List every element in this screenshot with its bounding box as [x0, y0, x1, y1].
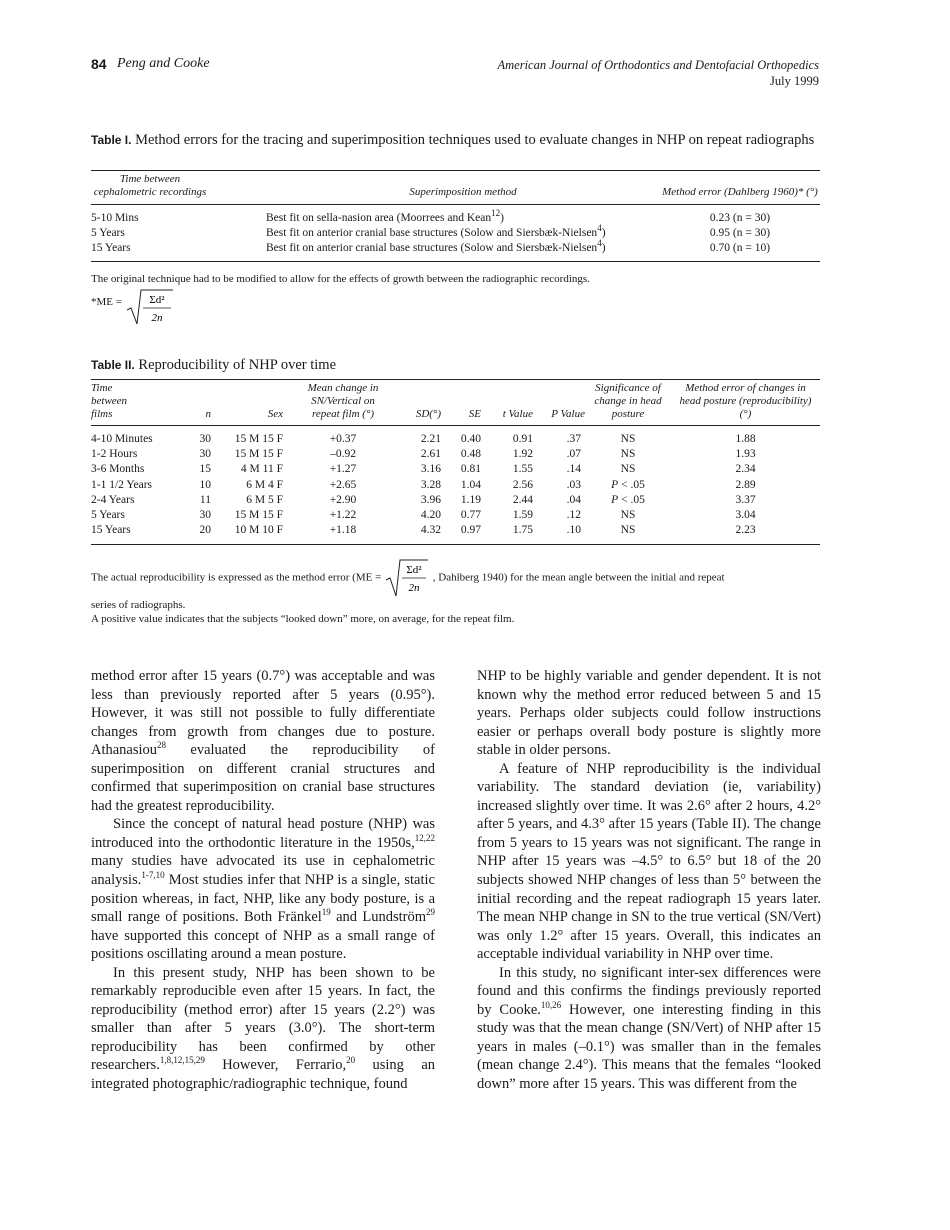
table2-cell-me: 1.88: [735, 433, 756, 445]
table2-cell-me: 2.89: [735, 478, 756, 491]
table1: [91, 170, 820, 262]
body-paragraph: method error after 15 years (0.7°) was acceptable and was less than previously reported after 5 years (0.95°). However, it was still not possible to fully differentiate changes from growth from changes due to posture. Athanasiou$^{28}$ evaluated the reproducibility of superimposition on different cranial structures and confirmed that superimposition on cranial base structures had the greatest reproducibility.: [91, 668, 435, 814]
radical-sign-icon: [125, 288, 175, 328]
table2-header-p: P Value: [551, 408, 585, 420]
table2-cell-t: 1.75: [481, 523, 533, 545]
table2-caption: [91, 357, 821, 374]
table2-header-time: Time between films: [91, 382, 128, 420]
table2-cell-sex: 15 M 15 F: [234, 448, 283, 461]
table2-row: [91, 523, 820, 545]
table2-cell-time: 5 Years: [91, 509, 125, 522]
table1-cell-error: 0.95 (n = 30): [709, 227, 771, 240]
radical-sign-icon: [384, 558, 430, 598]
table1-cell-time: 5-10 Mins: [91, 212, 139, 224]
running-authors: Peng and Cooke: [117, 56, 210, 71]
table2-cell-se: 1.19: [460, 493, 481, 506]
table2-cell-t: 0.91: [512, 433, 533, 445]
table2-row: [91, 447, 820, 462]
table2-cell-p: .04: [566, 493, 581, 506]
table2-footnote-1c: series of radiographs.: [91, 599, 186, 611]
table2-header-t: t Value: [502, 408, 533, 420]
table1-cell-method: Best fit on anterior cranial base structures (Solow and Siersbæk-Nielsen$^4$): [266, 223, 606, 240]
table2-caption-text: Reproducibility of NHP over time: [138, 357, 337, 373]
table2-cell-se: 1.04: [460, 478, 481, 491]
table2-cell-sex: 4 M 11 F: [240, 463, 283, 476]
table1-row: [91, 241, 820, 261]
table2-cell-sig: NS: [620, 448, 636, 461]
body-column-left: [91, 667, 435, 1094]
table1-header-error: Method error (Dahlberg 1960)* (°): [662, 186, 818, 198]
table2-cell-se: 0.97: [441, 523, 481, 545]
table1-header-time: Time between cephalometric recordings: [93, 173, 207, 198]
me-formula: [91, 288, 175, 328]
table1-cell-method: Best fit on anterior cranial base structures (Solow and Siersbæk-Nielsen$^4$): [266, 241, 660, 261]
table2-cell-mean: +1.18: [293, 523, 393, 545]
table2-header-method-error: Method error of changes in head posture (reproducibility) (°): [679, 382, 812, 420]
table2-cell-se: 0.81: [460, 463, 481, 476]
table2-header-sex: Sex: [267, 408, 283, 420]
table2-cell-time: 15 Years: [91, 523, 175, 545]
table2-cell-mean: +1.22: [329, 509, 357, 522]
table2-row: [91, 462, 820, 477]
table1-cell-time: 5 Years: [91, 227, 125, 240]
table2-cell-sig: NS: [620, 433, 636, 445]
table1-footnote: The original technique had to be modified to allow for the effects of growth between the radiographic recordings.: [91, 273, 590, 285]
table1-cell-error: 0.23 (n = 30): [709, 212, 771, 224]
table2-cell-n: 11: [199, 493, 211, 506]
table2-cell-mean: +2.90: [329, 493, 357, 506]
table2-cell-time: 4-10 Minutes: [91, 433, 153, 445]
table1-cell-method: Best fit on sella-nasion area (Moorrees and Kean$^{12}$): [266, 208, 504, 224]
table2-cell-sd: 3.28: [420, 478, 441, 491]
table1-cell-time: 15 Years: [91, 241, 266, 261]
table2-cell-se: 0.40: [460, 433, 481, 445]
table2-cell-se: 0.77: [460, 509, 481, 522]
table2-label: Table II.: [91, 358, 135, 372]
table2-cell-n: 15: [199, 463, 211, 476]
table1-caption-text: Method errors for the tracing and superimposition techniques used to evaluate changes in NHP on repeat radiographs: [135, 132, 815, 148]
table2-cell-time: 3-6 Months: [91, 463, 145, 476]
journal-title: American Journal of Orthodontics and Dentofacial Orthopedics: [497, 58, 819, 72]
table2-cell-sig: NS: [585, 523, 671, 545]
table2-footnote-2: A positive value indicates that the subjects “looked down” more, on average, for the repeat film.: [91, 613, 515, 625]
table2-cell-mean: +0.37: [329, 433, 357, 445]
me-denominator: 2n: [151, 312, 163, 324]
table2-cell-sd: 3.16: [420, 463, 441, 476]
table1-header-method: Superimposition method: [409, 186, 517, 198]
table2-cell-p: .03: [566, 478, 581, 491]
table2-cell-n: 20: [175, 523, 211, 545]
table2-row: [91, 493, 820, 508]
table2-header-mean: Mean change in SN/Vertical on repeat film (°): [307, 382, 379, 420]
table2-cell-sd: 2.21: [420, 433, 441, 445]
table2-cell-time: 2-4 Years: [91, 493, 135, 506]
table2-footnote-1: [91, 558, 820, 626]
body-paragraph: A feature of NHP reproducibility is the individual variability. The standard deviation (ie, variability) increased slightly over time. It was 2.6° after 2 hours, 4.2° after 5 years, and 4.3° after 15 years (Table II). The change from 5 years to 15 years was not significant. The range in NHP after 15 years was –4.5° to 6.5° but 18 of the 20 subjects showed NHP changes of less than 5° between the initial recording and the repeat radiograph 15 years later. The mean NHP change in SN to the true vertical (SN/Vert) was only 1.2° after 15 years. Overall, this indicates an acceptable individual variability in NHP over time.: [477, 760, 821, 963]
body-paragraph: In this study, no significant inter-sex differences were found and this confirms the findings previously reported by Cooke.$^{10,26}$ However, one interesting finding in this study was that the mean change (SN/Vert) of NHP after 15 years in males (–0.1°) was smaller than in the females (mean change 2.4°). This means that the females “looked down” more after 15 years. This was different from the: [477, 964, 821, 1093]
body-paragraph: In this present study, NHP has been shown to be remarkably reproducible even after 15 years. In fact, the reproducibility (method error) after 15 years (2.2°) was smaller than after 5 years (3.0°). The short-term reproducibility has been confirmed by other researchers.$^{1,8,12,15,29}$ However, Ferrario,$^{20}$ using an integrated photographic/radiographic technique, found: [91, 964, 436, 1093]
table2-cell-p: .10: [533, 523, 585, 545]
me2-numerator: Σd²: [406, 564, 422, 576]
table2-cell-t: 1.92: [512, 448, 533, 461]
table2-cell-sig: NS: [620, 463, 636, 476]
table2-cell-sd: 2.61: [420, 448, 441, 461]
table1-cell-error: 0.70 (n = 10): [660, 241, 820, 261]
me-formula-label: *ME =: [91, 295, 122, 308]
table2-cell-me: 3.37: [735, 493, 756, 506]
table2-footnote-1b: , Dahlberg 1940) for the mean angle between the initial and repeat: [432, 571, 725, 584]
table2-cell-t: 1.55: [512, 463, 533, 476]
table1-label: Table I.: [91, 133, 132, 147]
table2-cell-n: 30: [199, 433, 211, 445]
table2-cell-mean: +2.65: [329, 478, 357, 491]
table2-cell-p: .07: [566, 448, 581, 461]
me2-denominator: 2n: [408, 582, 420, 594]
table1-caption: [91, 132, 821, 149]
table2-cell-p: .14: [566, 463, 581, 476]
table2-cell-me: 3.04: [735, 509, 756, 522]
table2-cell-time: 1-2 Hours: [91, 448, 138, 461]
table2-cell-p: .12: [566, 509, 581, 522]
table2-header-n: n: [205, 408, 211, 420]
table2-cell-sex: 15 M 15 F: [234, 509, 283, 522]
table2-cell-sd: 3.96: [420, 493, 441, 506]
table2-cell-sig: P < .05: [611, 493, 645, 506]
table2-cell-sig: NS: [620, 509, 636, 522]
table2-cell-t: 2.56: [512, 478, 533, 491]
table2-cell-sex: 6 M 5 F: [246, 493, 283, 506]
page-number: 84: [91, 56, 107, 72]
table2-cell-time: 1-1 1/2 Years: [91, 478, 153, 491]
body-paragraph: NHP to be highly variable and gender dependent. It is not known why the method error reduced between 5 and 15 years. Perhaps older subjects could follow instructions easier or perhaps overall body posture is slightly more stable in older persons.: [477, 668, 821, 759]
issue-date: July 1999: [770, 74, 819, 88]
table2-cell-n: 30: [199, 509, 211, 522]
table2-cell-mean: –0.92: [330, 448, 356, 461]
table2-cell-me: 1.93: [735, 448, 756, 461]
table2-row: [91, 432, 820, 447]
table1-row: [91, 226, 820, 241]
table2-cell-t: 2.44: [512, 493, 533, 506]
table2: [91, 379, 820, 545]
table2-cell-se: 0.48: [460, 448, 481, 461]
table2-cell-sex: 10 M 10 F: [211, 523, 293, 545]
table2-cell-me: 2.34: [735, 463, 756, 476]
table2-cell-sd: 4.20: [420, 509, 441, 522]
body-column-right: [477, 667, 821, 1094]
table2-cell-mean: +1.27: [329, 463, 357, 476]
table2-cell-n: 10: [199, 478, 211, 491]
table2-cell-sex: 6 M 4 F: [246, 478, 283, 491]
table2-cell-sd: 4.32: [393, 523, 441, 545]
body-paragraph: Since the concept of natural head posture (NHP) was introduced into the orthodontic literature in the 1950s,$^{12,22}$ many studies have advocated its use in cephalometric analysis.$^{1-7,10}$ Most studies infer that NHP is a single, static position whereas, in fact, NHP, like any body posture, is a small range of positions. Both Fränkel$^{19}$ and Lundström$^{29}$ have supported this concept of NHP as a small range of positions oscillating around a mean posture.: [91, 816, 435, 963]
table2-cell-me: 2.23: [671, 523, 820, 545]
table2-row: [91, 478, 820, 493]
table2-cell-sex: 15 M 15 F: [234, 433, 283, 445]
table2-footnote-1a: The actual reproducibility is expressed as the method error (ME =: [91, 571, 382, 584]
table2-cell-n: 30: [199, 448, 211, 461]
table1-row: [91, 211, 820, 226]
me-numerator: Σd²: [149, 294, 165, 306]
table2-header-significance: Significance of change in head posture: [594, 382, 662, 420]
table2-cell-sig: P < .05: [611, 478, 645, 491]
table2-header-sd: SD(°): [415, 408, 441, 420]
table2-cell-t: 1.59: [512, 509, 533, 522]
table2-cell-p: .37: [566, 433, 581, 445]
table2-header-se: SE: [468, 408, 481, 420]
table2-row: [91, 508, 820, 523]
